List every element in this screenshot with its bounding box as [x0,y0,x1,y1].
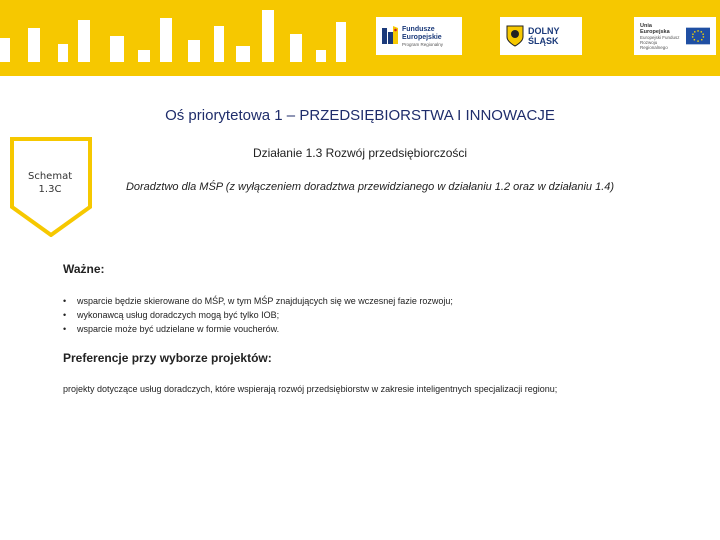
important-list [63,294,453,336]
page-subtitle: Działanie 1.3 Rozwój przedsiębiorczości [252,146,468,160]
logo-text: DOLNY [528,26,560,36]
decorative-block [290,34,302,62]
logo-text: Europejskie [402,33,442,41]
measure-description: Doradztwo dla MŚP (z wyłączeniem doradztwa przewidzianego w działaniu 1.2 oraz w działaniu 1.4) [125,181,615,193]
logo-subtext: Rozwoju Regionalnego [640,39,668,50]
logo-subtext: Program Regionalny [402,41,444,47]
schema-label [28,170,72,196]
logo-text: Unia Europejska [640,22,670,35]
logo-subtext: Europejski Fundusz [640,34,680,40]
logo-dolny-slask [500,17,582,55]
decorative-block [214,26,224,62]
decorative-block [58,44,68,62]
preferences-heading: Preferencje przy wyborze projektów: [63,351,272,365]
decorative-block [78,20,90,62]
schema-label-line: Schemat [28,171,73,182]
decorative-block [0,38,10,62]
decorative-block [138,50,150,62]
preferences-text: projekty dotyczące usług doradczych, które wspierają rozwój przedsiębiorstw w zakresie inteligentnych specjalizacji regionu; [63,384,558,394]
important-heading: Ważne: [63,262,105,276]
logo-text: ŚLĄSK [528,36,559,46]
list-item: • wsparcie może być udzielane w formie voucherów. [63,322,453,336]
decorative-block [262,10,274,62]
logo-fundusze-europejskie [376,17,462,55]
schema-number: 1.3C [38,184,62,195]
decorative-block [336,22,346,62]
eu-flag-icon [686,27,710,45]
decorative-block [110,36,124,62]
decorative-block [160,18,172,62]
coat-of-arms-icon [506,25,524,47]
page-title: Oś priorytetowa 1 – PRZEDSIĘBIORSTWA I INNOWACJE [165,107,555,124]
decorative-block [188,40,200,62]
header-banner [0,0,720,76]
list-item: • wsparcie będzie skierowane do MŚP, w tym MŚP znajdujących się we wczesnej fazie rozwoju; [63,294,453,308]
decorative-block [236,46,250,62]
fundusze-europejskie-icon [382,24,398,48]
logo-unia-europejska [634,17,716,55]
list-item: • wykonawcą usług doradczych mogą być tylko IOB; [63,308,453,322]
decorative-block [316,50,326,62]
logo-text: Fundusze [402,25,435,33]
decorative-block [28,28,40,62]
